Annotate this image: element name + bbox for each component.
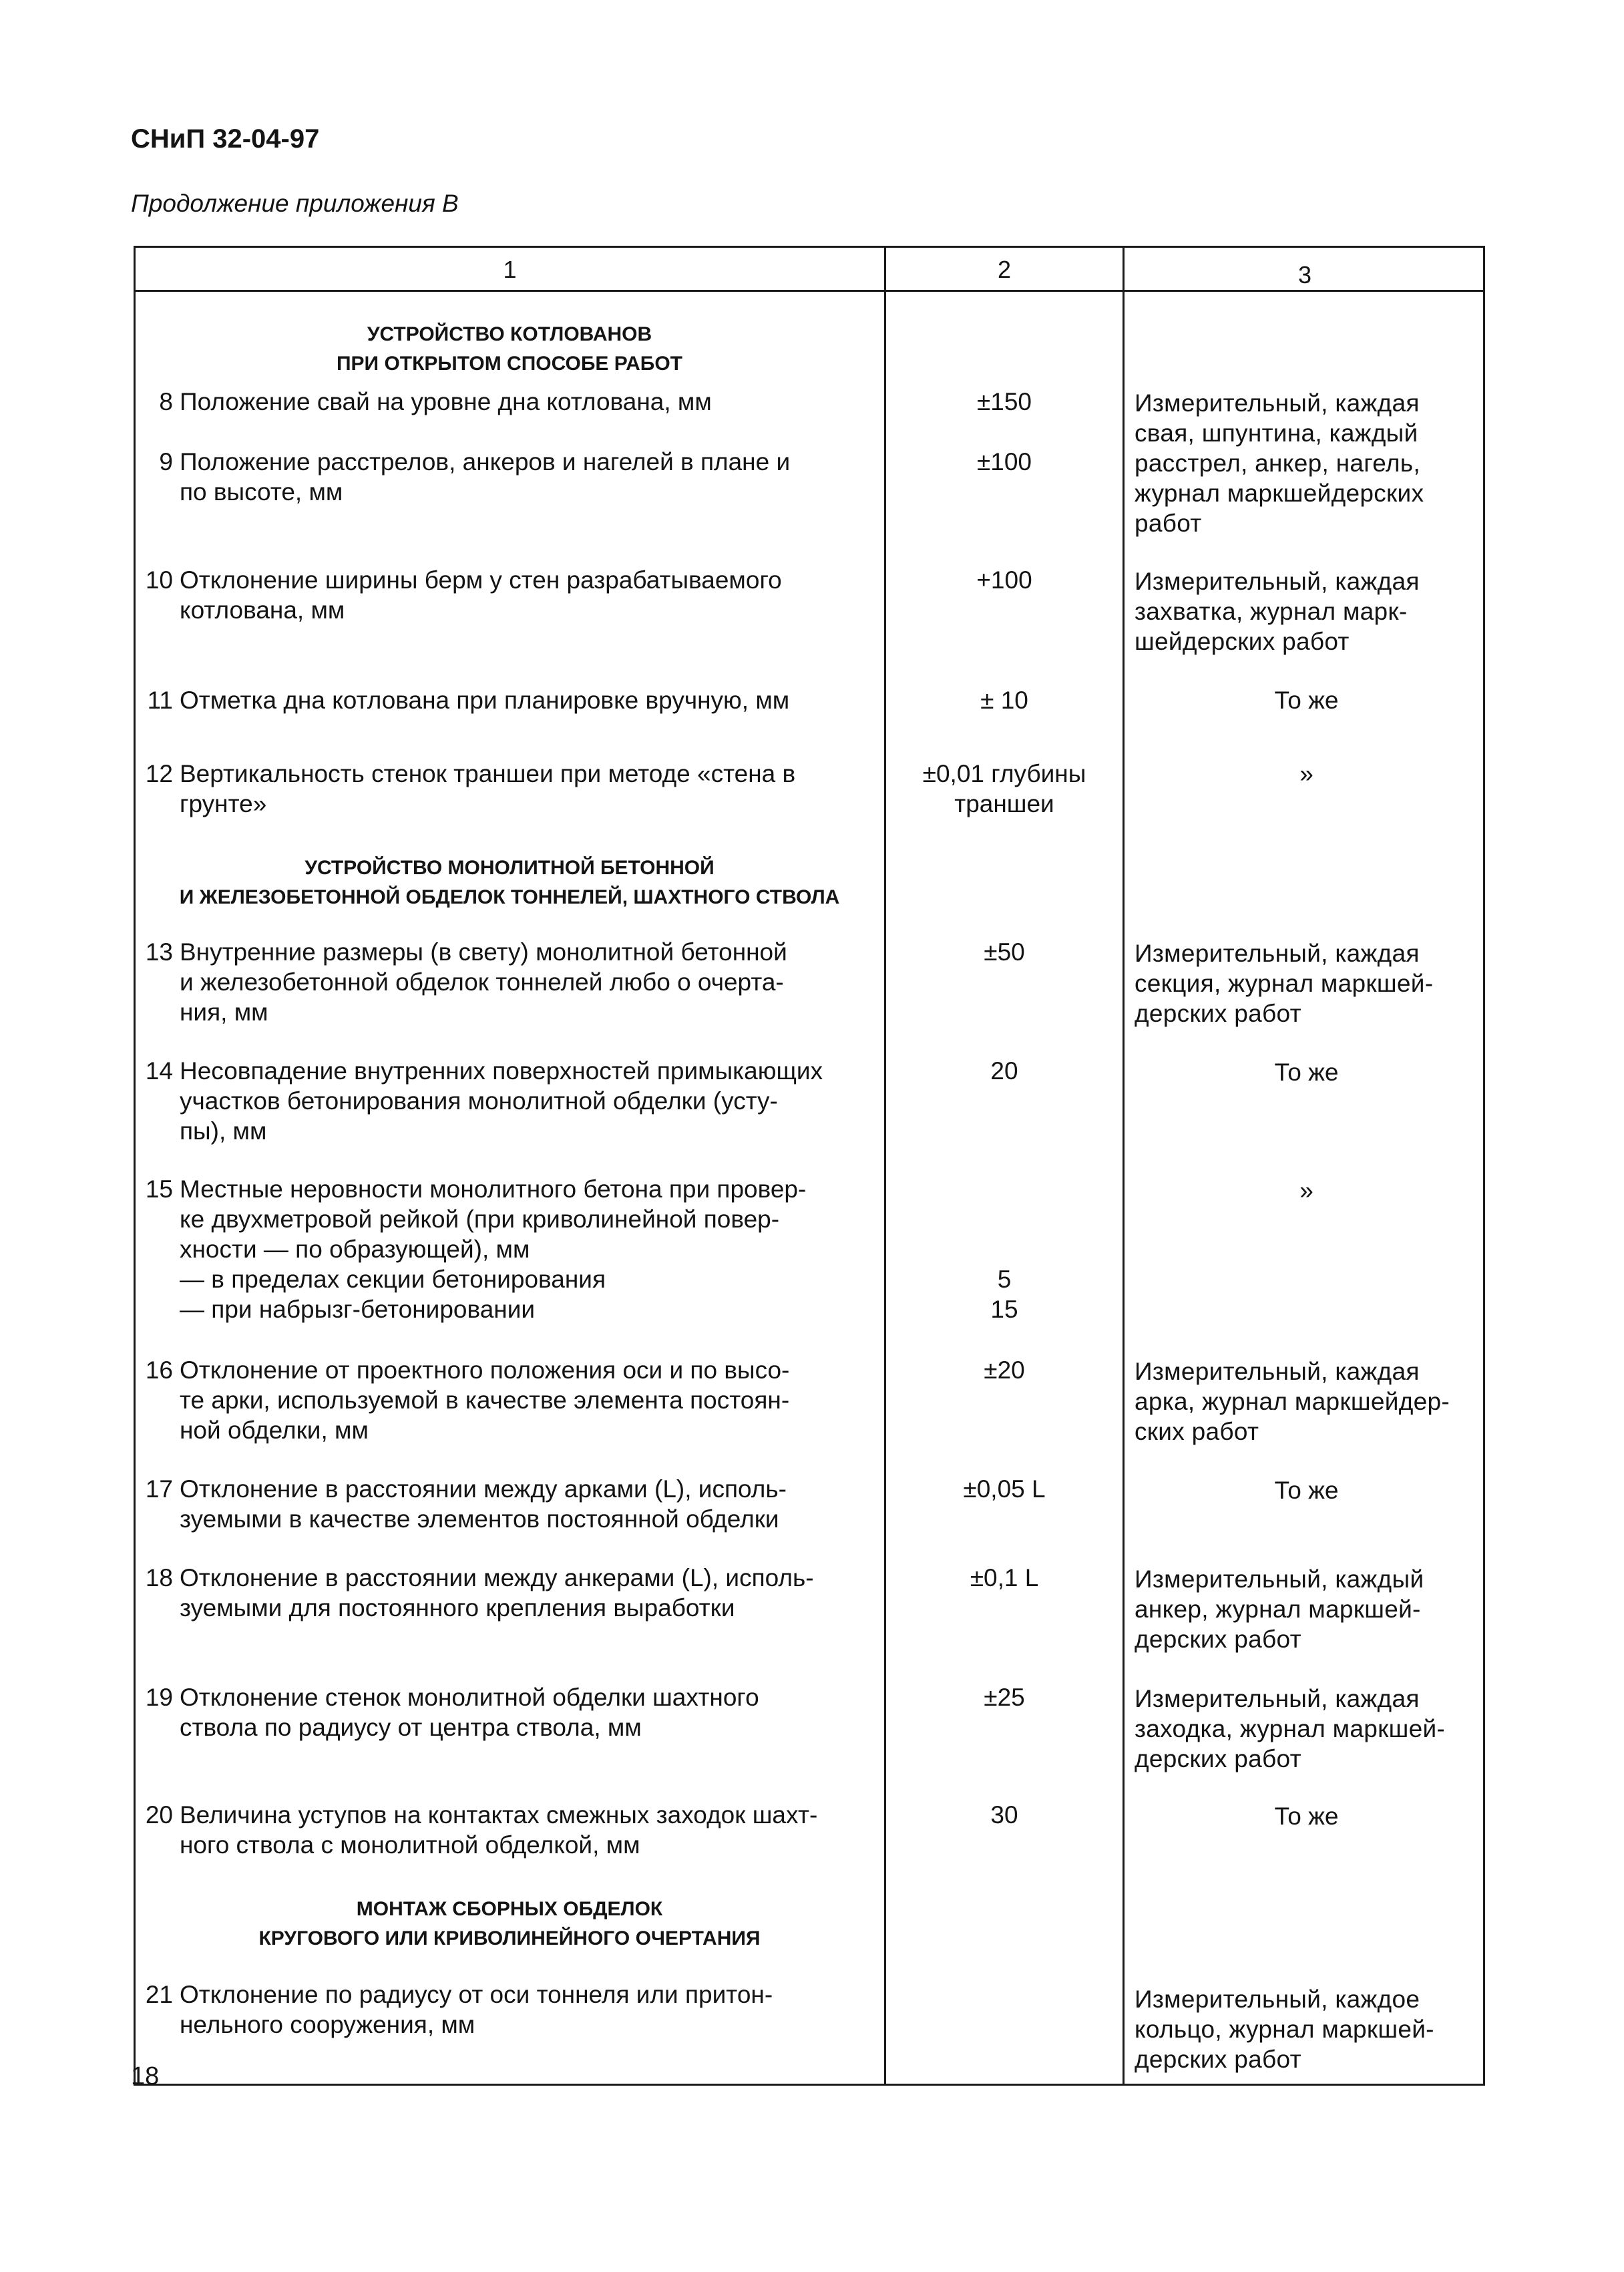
- row-tolerance: ±50: [984, 938, 1025, 966]
- control-method: Измерительный, каждое кольцо, журнал маркшей- дерских работ: [1135, 1985, 1434, 2073]
- section-heading: МОНТАЖ СБОРНЫХ ОБДЕЛОК КРУГОВОГО ИЛИ КРИВОЛИНЕЙНОГО ОЧЕРТАНИЯ: [258, 1898, 761, 1949]
- header-divider: [136, 290, 1483, 292]
- row-number: 20: [145, 1801, 173, 1829]
- row-number: 16: [145, 1356, 173, 1384]
- control-method: »: [1299, 760, 1313, 787]
- row-description: Отметка дна котлована при планировке вручную, мм: [180, 687, 790, 714]
- row-number: 8: [159, 388, 173, 415]
- control-method: То же: [1274, 1059, 1339, 1086]
- row-description: Вертикальность стенок траншеи при методе «стена в грунте»: [180, 760, 796, 817]
- row-number: 11: [147, 687, 173, 714]
- row-description: Отклонение в расстоянии между анкерами (L), исполь- зуемыми для постоянного крепления выработки: [180, 1564, 814, 1622]
- row-tolerance: ±100: [976, 448, 1032, 476]
- row-number: 17: [145, 1475, 173, 1503]
- row-tolerance: ±0,1 L: [970, 1564, 1039, 1591]
- row-tolerance: ±20: [984, 1356, 1025, 1384]
- row-tolerance: ±150: [976, 388, 1032, 415]
- row-number: 19: [145, 1684, 173, 1711]
- column-header-1: 1: [503, 256, 517, 283]
- row-description: Отклонение от проектного положения оси и по высо- те арки, используемой в качестве элемента постоян- ной обделки, мм: [180, 1356, 790, 1444]
- control-method: »: [1299, 1177, 1313, 1204]
- row-number: 15: [145, 1175, 173, 1203]
- row-tolerance: 20: [990, 1057, 1018, 1085]
- row-number: 13: [145, 938, 173, 966]
- row-tolerance: ±25: [984, 1684, 1025, 1711]
- section-heading: УСТРОЙСТВО КОТЛОВАНОВ ПРИ ОТКРЫТОМ СПОСОБЕ РАБОТ: [336, 323, 683, 375]
- row-description: Положение свай на уровне дна котлована, мм: [180, 388, 712, 415]
- document-code: СНиП 32-04-97: [131, 124, 320, 154]
- column-header-3: 3: [1297, 261, 1312, 289]
- control-method: Измерительный, каждая захватка, журнал марк- шейдерских работ: [1135, 568, 1420, 655]
- control-method: Измерительный, каждая заходка, журнал маркшей- дерских работ: [1135, 1685, 1446, 1772]
- row-number: 9: [159, 448, 173, 476]
- row-tolerance: ±0,05 L: [963, 1475, 1046, 1503]
- control-method: Измерительный, каждая арка, журнал маркшейдер- ских работ: [1135, 1358, 1450, 1445]
- row-description: Положение расстрелов, анкеров и нагелей в плане и по высоте, мм: [180, 448, 791, 506]
- row-tolerance: 30: [990, 1801, 1018, 1829]
- row-number: 18: [145, 1564, 173, 1591]
- row-description: Отклонение стенок монолитной обделки шахтного ствола по радиусу от центра ствола, мм: [180, 1684, 759, 1741]
- row-description: Отклонение ширины берм у стен разрабатываемого котлована, мм: [180, 566, 782, 624]
- continuation-caption: Продолжение приложения В: [131, 190, 459, 217]
- row-tolerance: 5 15: [990, 1266, 1018, 1323]
- control-method: То же: [1274, 1803, 1339, 1830]
- row-description: Величина уступов на контактах смежных заходок шахт- ного ствола с монолитной обделкой, мм: [180, 1801, 818, 1859]
- row-tolerance: ± 10: [980, 687, 1028, 714]
- control-method: То же: [1274, 1477, 1339, 1504]
- section-heading: УСТРОЙСТВО МОНОЛИТНОЙ БЕТОННОЙ И ЖЕЛЕЗОБЕТОННОЙ ОБДЕЛОК ТОННЕЛЕЙ, ШАХТНОГО СТВОЛА: [179, 857, 840, 908]
- control-method: То же: [1274, 687, 1339, 714]
- page-number: 18: [131, 2062, 160, 2090]
- row-description: Внутренние размеры (в свету) монолитной бетонной и железобетонной обделок тоннелей любо о очерта- ния, мм: [180, 938, 787, 1026]
- row-description: Отклонение в расстоянии между арками (L), исполь- зуемыми в качестве элементов постоянной обделки: [180, 1475, 787, 1533]
- row-tolerance: +100: [976, 566, 1032, 594]
- row-tolerance: ±0,01 глубины траншеи: [922, 760, 1086, 817]
- row-description: Несовпадение внутренних поверхностей примыкающих участков бетонирования монолитной обделки (усту- пы), мм: [180, 1057, 823, 1145]
- row-number: 10: [145, 566, 173, 594]
- column-divider: [1123, 248, 1125, 2084]
- tolerance-table: [134, 246, 1485, 2086]
- row-description: Отклонение по радиусу от оси тоннеля или притон- нельного сооружения, мм: [180, 1981, 773, 2038]
- row-number: 14: [145, 1057, 173, 1085]
- control-method: Измерительный, каждый анкер, журнал маркшей- дерских работ: [1135, 1565, 1424, 1653]
- control-method: Измерительный, каждая свая, шпунтина, каждый расстрел, анкер, нагель, журнал маркшейдерских работ: [1135, 389, 1424, 537]
- row-number: 21: [145, 1981, 173, 2008]
- control-method: Измерительный, каждая секция, журнал маркшей- дерских работ: [1135, 940, 1434, 1027]
- row-description: Местные неровности монолитного бетона при провер- ке двухметровой рейкой (при криволинейной повер- хности — по образующей), мм — в пределах секции бетонирования — при набрызг-бетонировании: [180, 1175, 807, 1323]
- column-header-2: 2: [997, 256, 1012, 283]
- row-number: 12: [145, 760, 173, 787]
